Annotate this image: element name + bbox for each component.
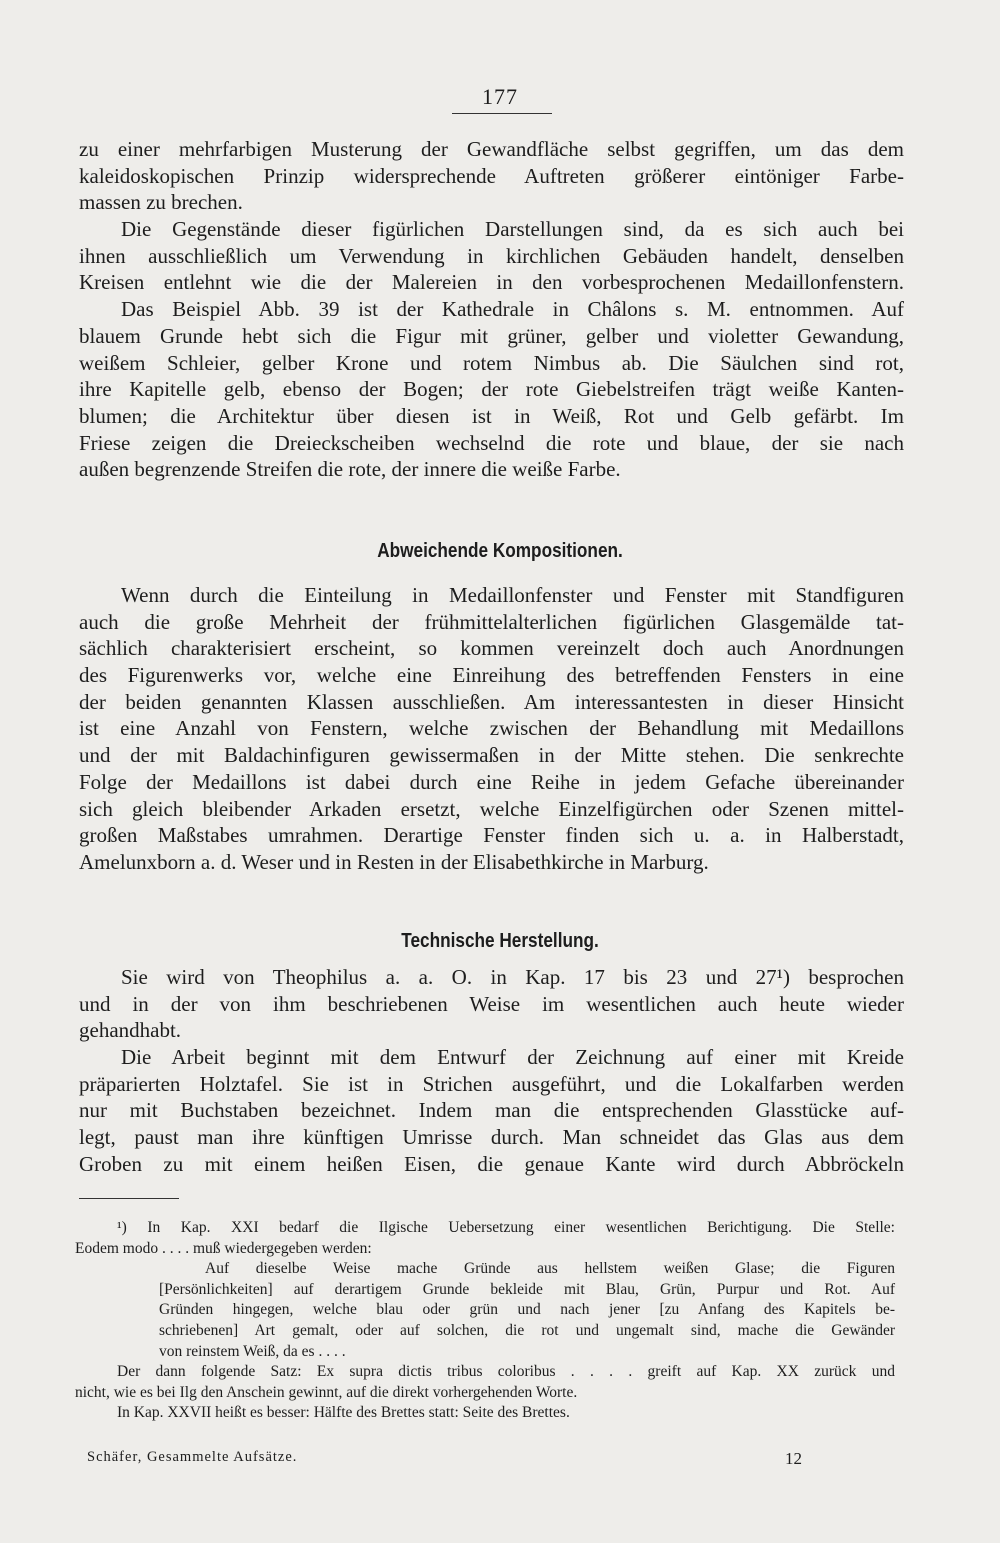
footnote-line: nicht, wie es bei Ilg den Anschein gewinnt, auf die direkt vorhergehenden Worte.: [75, 1383, 578, 1401]
text-line: Wenn durch die Einteilung in Medaillonfenster und Fenster mit Standfiguren: [121, 583, 904, 607]
footnote-line: ¹) In Kap. XXI bedarf die Ilgische Uebersetzung einer wesentlichen Berichtigung. Die Stelle:: [117, 1219, 895, 1236]
text-line: blauem Grunde hebt sich die Figur mit grüner, gelber und violetter Gewandung,: [79, 323, 904, 348]
page-number-rule: [452, 113, 552, 114]
text-line: auch die große Mehrheit der frühmittelalterlichen figürlichen Glasgemälde tat-: [79, 609, 904, 634]
text-line: des Figurenwerks vor, welche eine Einreihung des betreffenden Fensters in eine: [79, 663, 904, 688]
footnote-line: schriebenen] Art gemalt, oder auf solchen, die rot und ungemalt sind, mache die Gewänder: [159, 1321, 895, 1339]
text-line: und in der von ihm beschriebenen Weise im wesentlichen auch heute wieder: [79, 991, 904, 1016]
text-line: sächlich charakterisiert erscheint, so kommen vereinzelt doch auch Anordnungen: [79, 636, 904, 661]
footnote-line: In Kap. XXVII heißt es besser: Hälfte des Brettes statt: Seite des Brettes.: [117, 1404, 570, 1422]
text-line: blumen; die Architektur über diesen ist in Weiß, Rot und Gelb gefärbt. Im: [79, 403, 904, 428]
text-line: Das Beispiel Abb. 39 ist der Kathedrale in Châlons s. M. entnommen. Auf: [121, 297, 904, 322]
text-line: ihre Kapitelle gelb, ebenso der Bogen; der rote Giebelstreifen trägt weiße Kanten-: [79, 377, 904, 402]
printer-signature: Schäfer, Gesammelte Aufsätze.: [87, 1449, 298, 1465]
text-line: der beiden genannten Klassen ausschließen. Am interessantesten in dieser Hinsicht: [79, 689, 904, 714]
text-line: Groben zu mit einem heißen Eisen, die genaue Kante wird durch Abbröckeln: [79, 1151, 904, 1176]
footnote-rule: [79, 1198, 179, 1199]
footnote-line: Der dann folgende Satz: Ex supra dictis tribus coloribus . . . . greift auf Kap. XX zurück und: [117, 1363, 895, 1381]
text-line: präparierten Holztafel. Sie ist in Strichen ausgeführt, und die Lokalfarben werden: [79, 1071, 904, 1096]
text-line: Amelunxborn a. d. Weser und in Resten in der Elisabethkirche in Marburg.: [79, 849, 709, 874]
section-1-text: [79, 136, 904, 483]
text-line: Die Arbeit beginnt mit dem Entwurf der Zeichnung auf einer mit Kreide: [121, 1045, 904, 1070]
text-line: außen begrenzende Streifen die rote, der innere die weiße Farbe.: [79, 457, 621, 482]
text-line: Folge der Medaillons ist dabei durch eine Reihe in jedem Gefache übereinander: [79, 769, 904, 794]
text-line: nur mit Buchstaben bezeichnet. Indem man die entsprechenden Glasstücke auf-: [79, 1098, 904, 1123]
section-heading-abweichende: Abweichende Kompositionen.: [377, 540, 623, 562]
footnote-line: Eodem modo . . . . muß wiedergegeben werden:: [75, 1239, 372, 1257]
text-line: gehandhabt.: [79, 1018, 182, 1043]
footnote-line: Gründen hingegen, welche blau oder grün und nach jener [zu Anfang des Kapitels be-: [159, 1301, 895, 1319]
text-line: kaleidoskopischen Prinzip widersprechende Auftreten größerer eintöniger Farbe-: [79, 163, 904, 188]
text-line: weißem Schleier, gelber Krone und rotem Nimbus ab. Die Säulchen sind rot,: [79, 350, 904, 375]
signature-number: 12: [785, 1449, 802, 1468]
section-2-text: [79, 582, 904, 876]
section-3-text: [79, 964, 904, 1178]
text-line: Friese zeigen die Dreieckscheiben wechselnd die rote und blaue, der sie nach: [79, 430, 904, 455]
text-line: legt, paust man ihre künftigen Umrisse durch. Man schneidet das Glas aus dem: [79, 1125, 904, 1150]
text-line: sich gleich bleibender Arkaden ersetzt, welche Einzelfigürchen oder Szenen mittel-: [79, 796, 904, 821]
text-line: ihnen ausschließlich um Verwendung in kirchlichen Gebäuden handelt, denselben: [79, 243, 904, 268]
text-line: Sie wird von Theophilus a. a. O. in Kap. 17 bis 23 und 27¹) besprochen: [121, 965, 904, 989]
page-number: 177: [482, 84, 518, 109]
section-heading-technische: Technische Herstellung.: [401, 930, 599, 952]
text-line: und der mit Baldachinfiguren gewissermaßen in der Mitte stehen. Die senkrechte: [79, 743, 904, 768]
text-line: Kreisen entlehnt wie die der Malereien in den vorbesprochenen Medaillonfenstern.: [79, 270, 904, 295]
text-line: ist eine Anzahl von Fenstern, welche zwischen der Behandlung mit Medaillons: [79, 716, 904, 741]
footnote: [75, 1218, 895, 1424]
footnote-line: [Persönlichkeiten] auf derartigem Grunde bekleide mit Blau, Grün, Purpur und Rot. Auf: [159, 1280, 895, 1298]
text-line: massen zu brechen.: [79, 190, 243, 215]
footnote-line: von reinstem Weiß, da es . . . .: [159, 1342, 346, 1360]
footnote-line: Auf dieselbe Weise mache Gründe aus hellstem weißen Glase; die Figuren: [205, 1260, 895, 1278]
text-line: Die Gegenstände dieser figürlichen Darstellungen sind, da es sich auch bei: [121, 217, 904, 242]
text-line: großen Maßstabes umrahmen. Derartige Fenster finden sich u. a. in Halberstadt,: [79, 823, 904, 848]
text-line: zu einer mehrfarbigen Musterung der Gewandfläche selbst gegriffen, um das dem: [79, 137, 904, 161]
